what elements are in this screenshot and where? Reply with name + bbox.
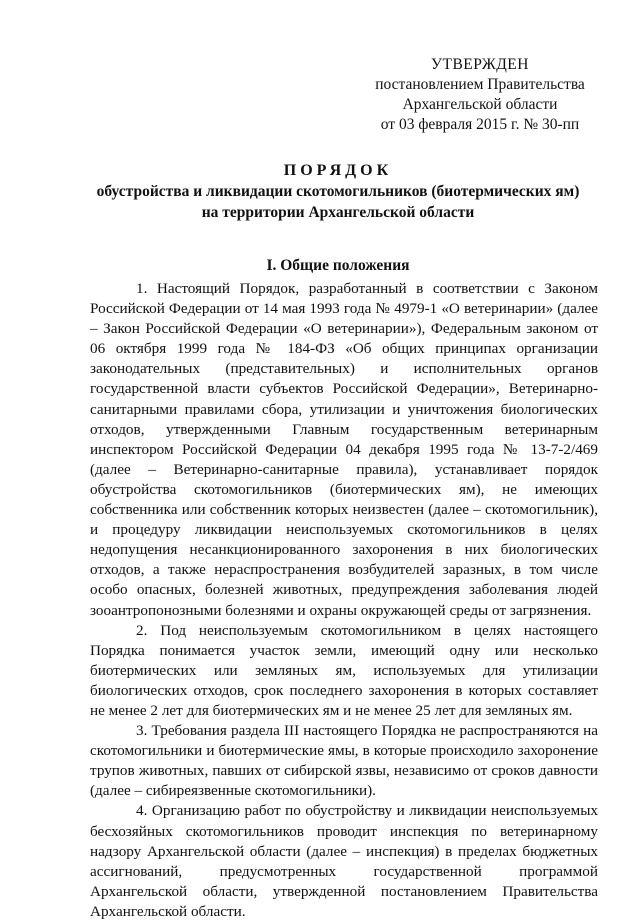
approval-heading: УТВЕРЖДЕН	[431, 56, 529, 73]
title-main: ПОРЯДОК	[283, 162, 393, 179]
approval-line-2: Архангельской области	[402, 96, 558, 113]
paragraph-2: 2. Под неиспользуемым скотомогильником в целях настоящего Порядка понимается участок земли, имеющий одну или несколько биотермических или земляных ям, используемых для утилизации биологических отходов, срок последнего захоронения в которых составляет не менее 2 лет для биотермических ям и не менее 25 лет для земляных ям.	[90, 621, 598, 719]
approval-stamp	[360, 55, 600, 135]
paragraph-1: 1. Настоящий Порядок, разработанный в соответствии с Законом Российской Федерации от 14 мая 1993 года № 4979-1 «О ветеринарии» (далее – Закон Российской Федерации «О ветеринарии»), Федеральным законом от 06 октября 1999 года № 184-ФЗ «Об общих принципах организации законодательных (представительных) и исполнительных органов государственной власти субъектов Российской Федерации», Ветеринарно-санитарными правилами сбора, утилизации и уничтожения биологических отходов, утвержденными Главным государственным ветеринарным инспектором Российской Федерации 04 декабря 1995 года № 13-7-2/469 (далее – Ветеринарно-санитарные правила), устанавливает порядок обустройства скотомогильников (биотермических ям), не имеющих собственника или собственник которых неизвестен (далее – скотомогильник), и процедуру ликвидации неиспользуемых скотомогильников в целях недопущения несанкционированного захоронения в них биологических отходов, а также нераспространения возбудителей заразных, в том числе особо опасных, болезней животных, предупреждения заболевания людей зооантропонозными болезнями и охраны окружающей среды от загрязнения.	[90, 280, 598, 619]
section-heading: I. Общие положения	[266, 257, 410, 274]
approval-line-3: от 03 февраля 2015 г. № 30-пп	[380, 116, 580, 133]
title-line-3: на территории Архангельской области	[201, 204, 475, 221]
document-body	[90, 279, 598, 922]
document-title	[60, 160, 616, 223]
paragraph-4: 4. Организацию работ по обустройству и ликвидации неиспользуемых бесхозяйных скотомогильников проводит инспекция по ветеринарному надзору Архангельской области (далее – инспекция) в пределах бюджетных ассигнований, предусмотренных государственной программой Архангельской области, утвержденной постановлением Правительства Архангельской области.	[90, 802, 598, 920]
paragraph-3: 3. Требования раздела III настоящего Порядка не распространяются на скотомогильники и биотермические ямы, в которые происходило захоронение трупов животных, павших от сибирской язвы, независимо от сроков давности (далее – сибиреязвенные скотомогильники).	[90, 722, 598, 800]
approval-line-1: постановлением Правительства	[375, 76, 585, 93]
title-line-2: обустройства и ликвидации скотомогильников (биотермических ям)	[96, 183, 580, 200]
